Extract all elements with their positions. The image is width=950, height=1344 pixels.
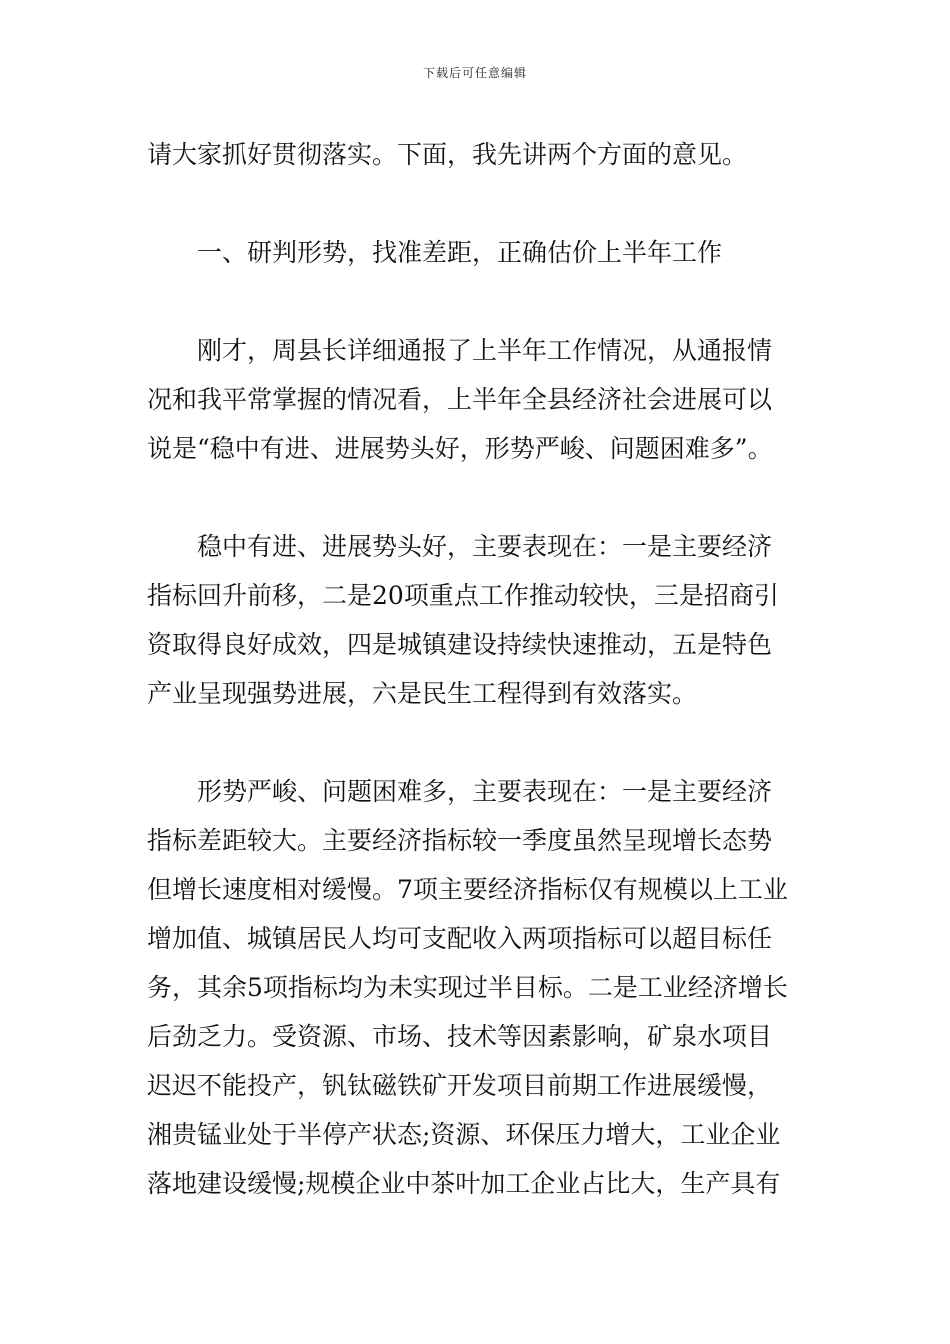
text-line: 务，其余5项指标均为未实现过半目标。二是工业经济增长	[147, 973, 788, 1002]
paragraph-gap	[147, 718, 807, 767]
text-line: 但增长速度相对缓慢。7项主要经济指标仅有规模以上工业	[147, 875, 788, 904]
text-line: 产业呈现强势进展，六是民生工程得到有效落实。	[147, 679, 698, 708]
text-line: 形势严峻、问题困难多，主要表现在：一是主要经济	[197, 777, 773, 806]
paragraph-continuation	[147, 130, 807, 179]
text-line: 落地建设缓慢;规模企业中茶叶加工企业占比大，生产具有	[147, 1169, 781, 1198]
text-line: 刚才，周县长详细通报了上半年工作情况，从通报情	[197, 336, 773, 365]
paragraph-overview	[147, 326, 807, 473]
heading-line: 一、研判形势，找准差距，正确估价上半年工作	[197, 238, 723, 267]
section-heading	[147, 228, 807, 277]
paragraph-gap	[147, 179, 807, 228]
text-line: 况和我平常掌握的情况看，上半年全县经济社会进展可以	[147, 385, 773, 414]
text-line: 稳中有进、进展势头好，主要表现在：一是主要经济	[197, 532, 773, 561]
text-line: 指标回升前移，二是20项重点工作推动较快，三是招商引	[147, 581, 779, 610]
paragraph-gap	[147, 277, 807, 326]
text-line: 说是“稳中有进、进展势头好，形势严峻、问题困难多”。	[147, 434, 773, 463]
text-line: 请大家抓好贯彻落实。下面，我先讲两个方面的意见。	[147, 140, 748, 169]
paragraph-progress	[147, 522, 807, 718]
page-header: 下载后可任意编辑	[422, 66, 527, 80]
text-line: 资取得良好成效，四是城镇建设持续快速推动，五是特色	[147, 630, 773, 659]
text-line: 后劲乏力。受资源、市场、技术等因素影响，矿泉水项目	[147, 1022, 773, 1051]
text-line: 增加值、城镇居民人均可支配收入两项指标可以超目标任	[147, 924, 773, 953]
document-body	[147, 130, 807, 1208]
text-line: 指标差距较大。主要经济指标较一季度虽然呈现增长态势	[147, 826, 773, 855]
paragraph-problems	[147, 767, 807, 1208]
paragraph-gap	[147, 473, 807, 522]
text-line: 迟迟不能投产，钒钛磁铁矿开发项目前期工作进展缓慢，	[147, 1071, 773, 1100]
text-line: 湘贵锰业处于半停产状态;资源、环保压力增大，工业企业	[147, 1120, 781, 1149]
